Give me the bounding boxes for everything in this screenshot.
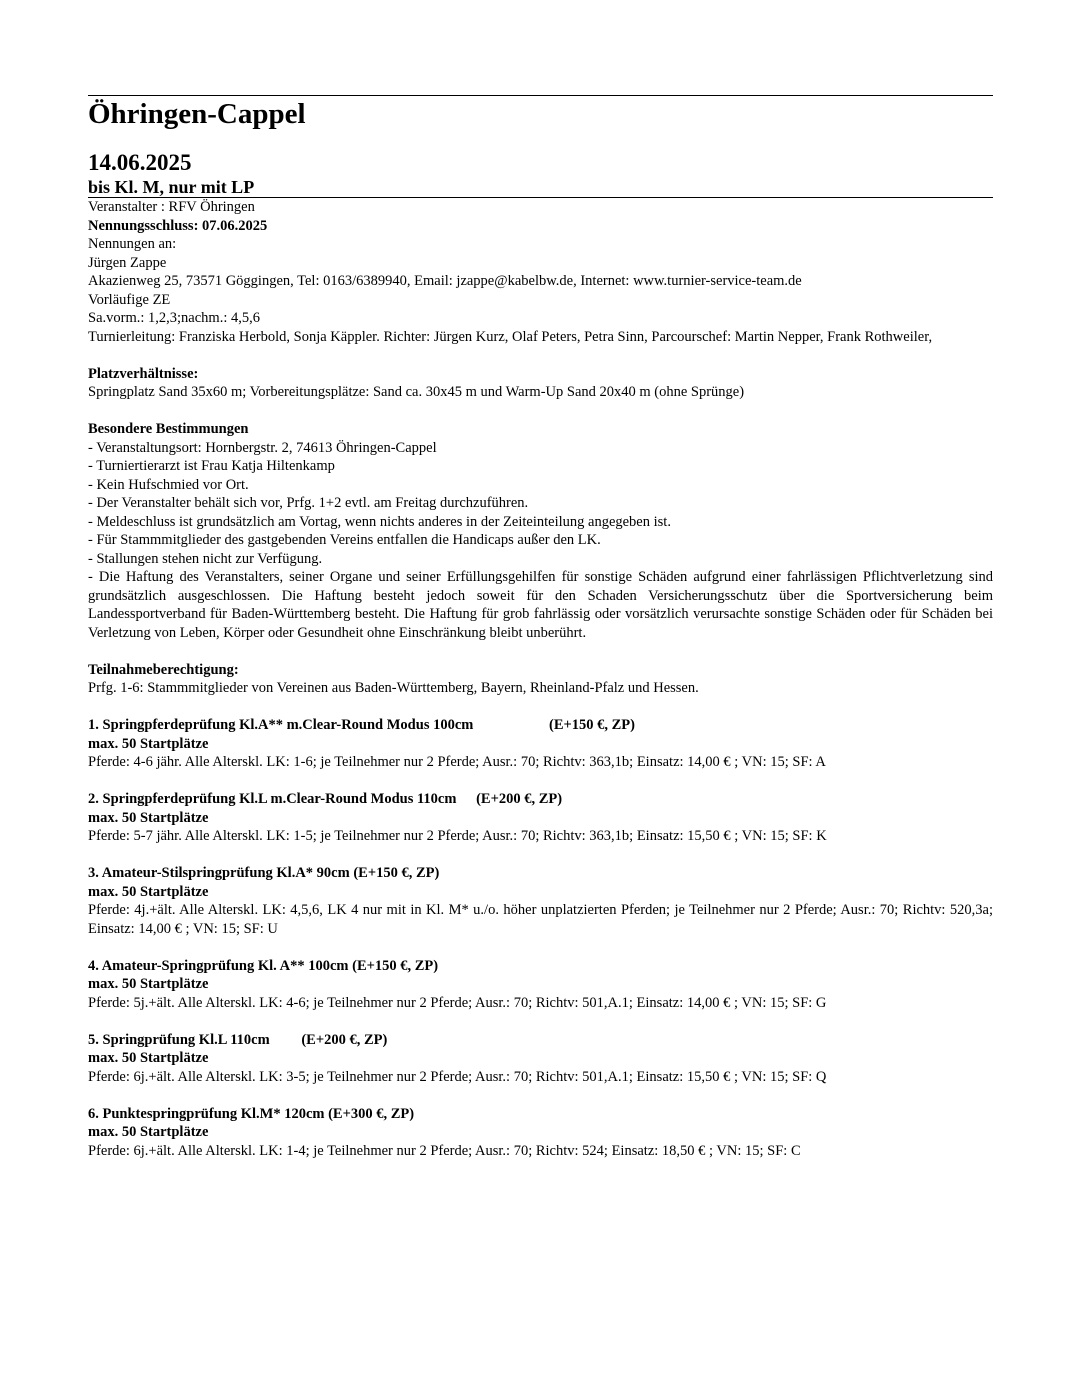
exam-title-text: 4. Amateur-Springprüfung Kl. A** 100cm — [88, 957, 349, 974]
exam-fee: (E+150 €, ZP) — [352, 957, 439, 974]
exam-slots: max. 50 Startplätze — [88, 735, 209, 752]
rule-item: - Für Stammmitglieder des gastgebenden Vereins entfallen die Handicaps außer den LK. — [88, 532, 601, 548]
entries-to-label: Nennungen an: — [88, 236, 177, 252]
event-subtitle: bis Kl. M, nur mit LP — [88, 177, 255, 197]
exam-title-text: 3. Amateur-Stilspringprüfung Kl.A* 90cm — [88, 865, 350, 881]
rule-item: - Stallungen stehen nicht zur Verfügung. — [88, 550, 323, 567]
rule-item: - Kein Hufschmied vor Ort. — [88, 476, 249, 493]
exam-title — [88, 1031, 993, 1050]
rule-item: - Der Veranstalter behält sich vor, Prfg. 1+2 evtl. am Freitag durchzuführen. — [88, 495, 529, 511]
officials-text: Turnierleitung: Franziska Herbold, Sonja Käppler. Richter: Jürgen Kurz, Olaf Peters, Petra Sinn, Parcourschef: Martin Nepper, Frank Rothweiler, — [88, 328, 933, 345]
exam-title — [88, 790, 993, 809]
rule-item: - Veranstaltungsort: Hornbergstr. 2, 74613 Öhringen-Cappel — [88, 439, 437, 456]
exam-title-text: 2. Springpferdeprüfung Kl.L m.Clear-Round Modus 110cm — [88, 791, 457, 807]
eligibility-text: Prfg. 1-6: Stammmitglieder von Vereinen aus Baden-Württemberg, Bayern, Rheinland-Pfalz und Hessen. — [88, 680, 699, 696]
liability-text: - Die Haftung des Veranstalters, seiner Organe und seiner Erfüllungsgehilfen für sonstige Schäden aufgrund einer fahrlässigen Pflichtverletzung sind grundsätzlich ausgeschlossen. Die Haftung besteht jedoch soweit für den Schaden Versicherungsschutz über die Sportversicherung beim Landessportverband für Baden-Württemberg besteht. Die Haftung für grob fahrlässig oder vorsätzlich verursachte sonstige Schäden oder für Schäden bei Verletzung von Leben, Körper oder Gesundheit ohne Einschränkung bleibt unberührt. — [88, 569, 993, 641]
exam-title — [88, 864, 993, 883]
exam-fee: (E+150 €, ZP) — [353, 865, 440, 881]
organizer-line: Veranstalter : RFV Öhringen — [88, 199, 255, 215]
venue-heading: Platzverhältnisse: — [88, 365, 199, 382]
exam-details: Pferde: 4j.+ält. Alle Alterskl. LK: 4,5,6, LK 4 nur mit in Kl. M* u./o. höher unplatzierten Pferden; je Teilnehmer nur 2 Pferde; Ausr.: 70; Richtv: 520,3a; Einsatz: 14,00 € ; VN: 15; SF: U — [88, 902, 993, 937]
page-title: Öhringen-Cappel — [88, 98, 306, 130]
exam-fee: (E+150 €, ZP) — [548, 717, 635, 733]
exam-fee: (E+300 €, ZP) — [328, 1105, 415, 1122]
exam-slots: max. 50 Startplätze — [88, 1124, 209, 1140]
contact-details: Akazienweg 25, 73571 Göggingen, Tel: 0163/6389940, Email: jzappe@kabelbw.de, Internet: www.turnier-service-team.de — [88, 273, 802, 289]
schedule-label: Vorläufige ZE — [88, 291, 171, 308]
exam-slots: max. 50 Startplätze — [88, 809, 209, 826]
exam-title-text: 6. Punktespringprüfung Kl.M* 120cm — [88, 1105, 325, 1122]
exam-details: Pferde: 5-7 jähr. Alle Alterskl. LK: 1-5; je Teilnehmer nur 2 Pferde; Ausr.: 70; Richtv: 363,1b; Einsatz: 15,50 € ; VN: 15; SF: K — [88, 828, 827, 844]
rules-heading: Besondere Bestimmungen — [88, 421, 249, 437]
exam-details: Pferde: 6j.+ält. Alle Alterskl. LK: 3-5; je Teilnehmer nur 2 Pferde; Ausr.: 70; Richtv: 501,A.1; Einsatz: 15,50 € ; VN: 15; SF: Q — [88, 1068, 827, 1085]
exam-fee: (E+200 €, ZP) — [301, 1031, 388, 1048]
entry-deadline: Nennungsschluss: 07.06.2025 — [88, 217, 268, 234]
event-date: 14.06.2025 — [88, 150, 192, 175]
venue-text: Springplatz Sand 35x60 m; Vorbereitungsplätze: Sand ca. 30x45 m und Warm-Up Sand 20x40 m (ohne Sprünge) — [88, 384, 745, 400]
rule-item: - Meldeschluss ist grundsätzlich am Vortag, wenn nichts anderes in der Zeiteinteilung angegeben ist. — [88, 513, 671, 530]
contact-name: Jürgen Zappe — [88, 254, 167, 271]
exam-title — [88, 716, 993, 735]
exam-details: Pferde: 6j.+ält. Alle Alterskl. LK: 1-4; je Teilnehmer nur 2 Pferde; Ausr.: 70; Richtv: 524; Einsatz: 18,50 € ; VN: 15; SF: C — [88, 1142, 801, 1159]
exam-details: Pferde: 5j.+ält. Alle Alterskl. LK: 4-6; je Teilnehmer nur 2 Pferde; Ausr.: 70; Richtv: 501,A.1; Einsatz: 14,00 € ; VN: 15; SF: G — [88, 994, 827, 1011]
schedule-text: Sa.vorm.: 1,2,3;nachm.: 4,5,6 — [88, 310, 260, 326]
exam-fee: (E+200 €, ZP) — [476, 791, 563, 807]
exam-title — [88, 1105, 993, 1124]
exam-title-text: 1. Springpferdeprüfung Kl.A** m.Clear-Round Modus 100cm — [88, 717, 474, 733]
rule-item: - Turniertierarzt ist Frau Katja Hiltenkamp — [88, 458, 335, 474]
exam-title — [88, 957, 993, 976]
document-page — [88, 95, 993, 1160]
exam-slots: max. 50 Startplätze — [88, 976, 209, 992]
exam-title-text: 5. Springprüfung Kl.L 110cm — [88, 1031, 270, 1048]
exam-slots: max. 50 Startplätze — [88, 1050, 209, 1066]
exam-details: Pferde: 4-6 jähr. Alle Alterskl. LK: 1-6; je Teilnehmer nur 2 Pferde; Ausr.: 70; Richtv: 363,1b; Einsatz: 14,00 € ; VN: 15; SF: A — [88, 754, 826, 770]
exam-slots: max. 50 Startplätze — [88, 883, 209, 900]
eligibility-heading: Teilnahmeberechtigung: — [88, 661, 239, 678]
